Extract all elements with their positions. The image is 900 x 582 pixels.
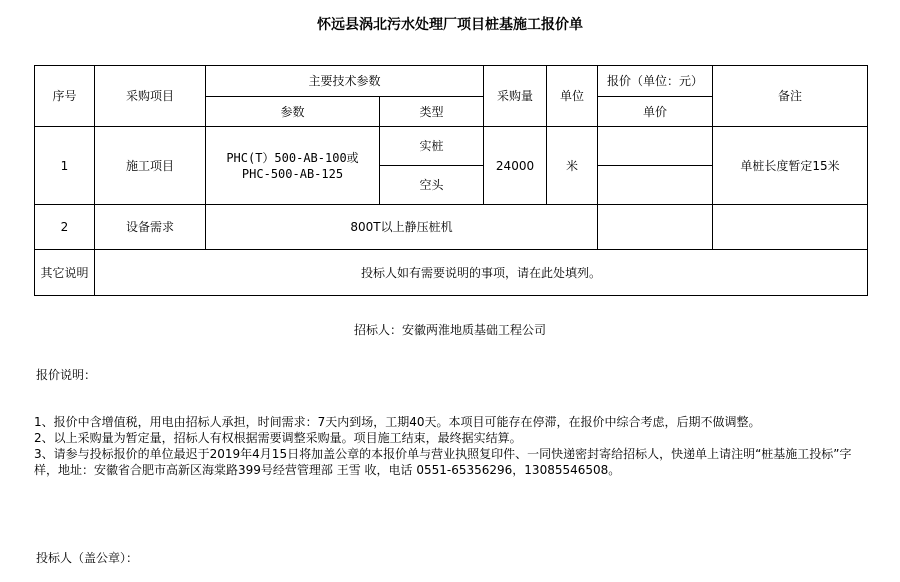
note-item: 2、以上采购量为暂定量，招标人有权根据需要调整采购量。项目施工结束，最终据实结算。 — [34, 431, 522, 445]
row1-remarks: 单桩长度暂定15米 — [713, 127, 868, 205]
row2-unit-price[interactable] — [598, 205, 713, 250]
header-quote: 报价（单位：元） — [598, 66, 713, 97]
header-unit-price: 单价 — [598, 97, 713, 127]
note-item: 1、报价中含增值税，用电由招标人承担，时间需求：7天内到场，工期40天。本项目可能存在停滞，在报价中综合考虑，后期不做调整。 — [34, 415, 761, 429]
row1-unit-price-b[interactable] — [598, 166, 713, 205]
row1-type-b: 空头 — [380, 166, 484, 205]
document-title: 怀远县涡北污水处理厂项目桩基施工报价单 — [317, 17, 583, 33]
notes-heading: 报价说明： — [36, 368, 97, 382]
row2-remarks — [713, 205, 868, 250]
other-text: 投标人如有需要说明的事项，请在此处填列。 — [95, 250, 868, 296]
header-unit: 单位 — [547, 66, 598, 127]
row2-item: 设备需求 — [95, 205, 206, 250]
quote-table — [34, 65, 868, 296]
row1-seq: 1 — [35, 127, 95, 205]
tenderer-line: 招标人：安徽两淮地质基础工程公司 — [353, 323, 546, 337]
note-item: 3、请参与投标报价的单位最迟于2019年4月15日将加盖公章的本报价单与营业执照复印件、一同快递密封寄给招标人，快递单上请注明“桩基施工投标”字样，地址：安徽省合肥市高新区海棠路399号经营管理部 王雪 收，电话 0551-65356296，13085546508。 — [34, 447, 852, 477]
header-main-params: 主要技术参数 — [206, 66, 484, 97]
header-quantity: 采购量 — [484, 66, 547, 127]
row2-seq: 2 — [35, 205, 95, 250]
table-row — [35, 250, 868, 296]
row1-type-a: 实桩 — [380, 127, 484, 166]
header-param: 参数 — [206, 97, 380, 127]
table-row — [35, 127, 868, 166]
row1-item: 施工项目 — [95, 127, 206, 205]
row1-param — [206, 127, 380, 205]
header-item: 采购项目 — [95, 66, 206, 127]
other-label: 其它说明 — [35, 250, 95, 296]
notes-list — [34, 414, 866, 478]
row1-unit: 米 — [547, 127, 598, 205]
bidder-seal-label: 投标人（盖公章）： — [36, 551, 139, 565]
row1-quantity: 24000 — [484, 127, 547, 205]
header-row-1 — [35, 66, 868, 97]
row1-param-line2: PHC-500-AB-125 — [241, 166, 344, 181]
table-row — [35, 205, 868, 250]
header-seq: 序号 — [35, 66, 95, 127]
header-remarks: 备注 — [713, 66, 868, 127]
row1-param-line1: PHC(T）500-AB-100或 — [226, 150, 359, 165]
header-type: 类型 — [380, 97, 484, 127]
row2-spec: 800T以上静压桩机 — [206, 205, 598, 250]
row1-unit-price-a[interactable] — [598, 127, 713, 166]
